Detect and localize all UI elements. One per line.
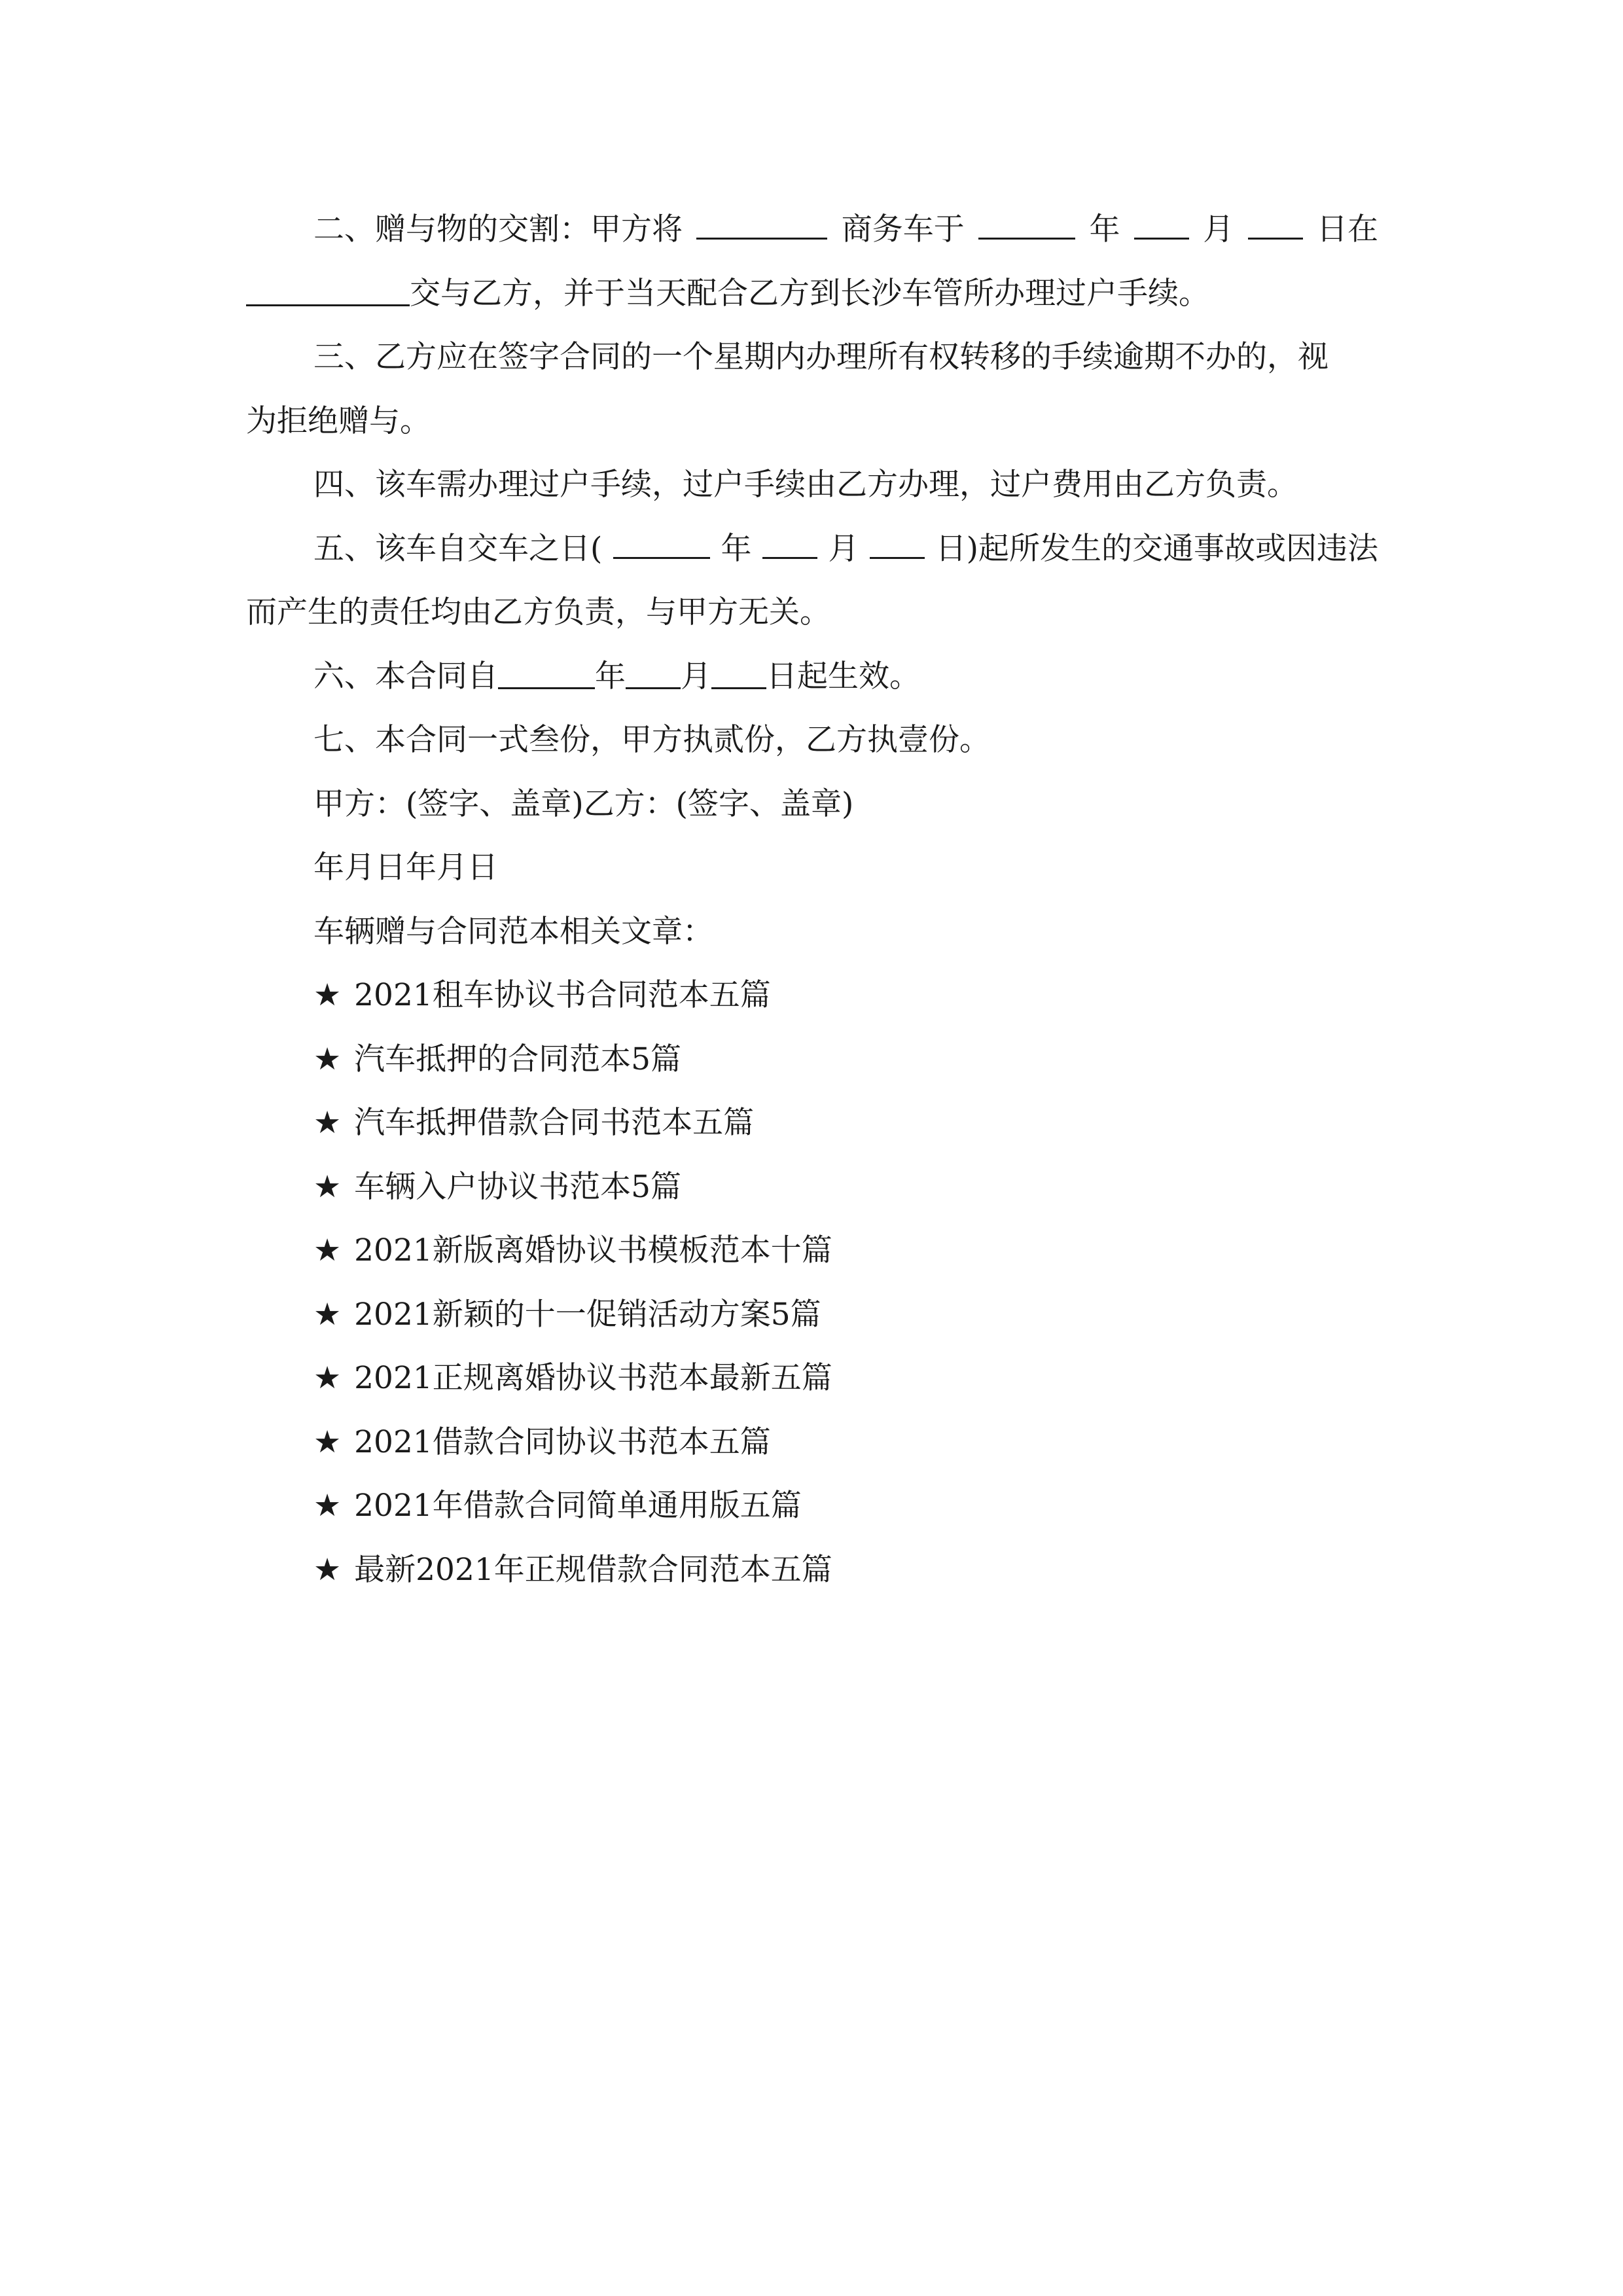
blank-handover-day	[870, 531, 925, 559]
clause-5-text-year: 年	[721, 530, 752, 567]
blank-handover-month	[762, 531, 817, 559]
clause-7: 七、本合同一式叁份，甲方执贰份，乙方执壹份。	[313, 722, 990, 758]
related-link-label[interactable]: 2021新颖的十一促销活动方案5篇	[354, 1296, 821, 1333]
blank-place	[246, 278, 410, 306]
clause-3-text-a: 三、乙方应在签字合同的一个星期内办理所有权转移的手续逾期不办的，视	[313, 339, 1329, 375]
related-link-item[interactable]	[246, 1538, 1378, 1602]
clause-6-text-year: 年	[595, 658, 626, 694]
related-heading: 车辆赠与合同范本相关文章：	[313, 913, 713, 950]
related-link-item[interactable]	[246, 1346, 1378, 1410]
related-link-label[interactable]: 汽车抵押的合同范本5篇	[354, 1041, 682, 1077]
star-icon: ★	[313, 1296, 342, 1333]
signature-line: 甲方：(签字、盖章)乙方：(签字、盖章)	[313, 785, 854, 822]
star-icon: ★	[313, 1232, 342, 1268]
star-icon: ★	[313, 1105, 342, 1141]
blank-year	[978, 211, 1075, 240]
related-link-item[interactable]	[246, 1155, 1378, 1219]
clause-2-text-month: 月	[1203, 211, 1234, 247]
clause-5-line-1	[246, 517, 1378, 581]
clause-3-line-2: 为拒绝赠与。	[246, 403, 431, 439]
blank-effective-month	[626, 661, 681, 689]
document-body	[246, 198, 1378, 1602]
clause-6-text-a: 六、本合同自	[313, 658, 498, 694]
clause-6-text-month: 月	[681, 658, 711, 694]
related-link-item[interactable]	[246, 1091, 1378, 1155]
related-link-label[interactable]: 汽车抵押借款合同书范本五篇	[354, 1105, 755, 1141]
clause-6	[246, 645, 1378, 709]
clause-5-text-a: 五、该车自交车之日(	[313, 530, 603, 567]
signature-date-line: 年月日年月日	[313, 850, 498, 886]
clause-6-text-b: 日起生效。	[766, 658, 920, 694]
related-link-label[interactable]: 2021借款合同协议书范本五篇	[354, 1424, 771, 1460]
clause-2-text-day: 日在	[1317, 211, 1378, 247]
related-link-item[interactable]	[246, 1028, 1378, 1092]
blank-handover-year	[613, 531, 710, 559]
related-link-item[interactable]	[246, 1410, 1378, 1475]
related-link-item[interactable]	[246, 963, 1378, 1028]
clause-2-text-c: 交与乙方，并于当天配合乙方到长沙车管所办理过户手续。	[410, 275, 1209, 312]
related-link-label[interactable]: 2021年借款合同简单通用版五篇	[354, 1488, 802, 1524]
blank-month	[1134, 211, 1189, 240]
clause-2-text-year: 年	[1089, 211, 1120, 247]
related-link-label[interactable]: 2021新版离婚协议书模板范本十篇	[354, 1232, 832, 1268]
related-link-label[interactable]: 2021租车协议书合同范本五篇	[354, 977, 771, 1013]
star-icon: ★	[313, 1424, 342, 1460]
clause-5-text-month: 月	[828, 530, 859, 567]
star-icon: ★	[313, 1551, 342, 1588]
star-icon: ★	[313, 1360, 342, 1396]
star-icon: ★	[313, 1041, 342, 1077]
related-link-label[interactable]: 车辆入户协议书范本5篇	[354, 1168, 682, 1205]
related-link-label[interactable]: 2021正规离婚协议书范本最新五篇	[354, 1360, 832, 1396]
blank-car-model	[696, 211, 827, 240]
related-link-item[interactable]	[246, 1474, 1378, 1538]
blank-effective-year	[498, 661, 595, 689]
blank-day	[1248, 211, 1303, 240]
clause-2-line-2	[246, 262, 1378, 326]
related-link-item[interactable]	[246, 1283, 1378, 1347]
star-icon: ★	[313, 977, 342, 1013]
star-icon: ★	[313, 1168, 342, 1205]
clause-2-text-a: 二、赠与物的交割：甲方将	[313, 211, 683, 247]
clause-5-line-2: 而产生的责任均由乙方负责，与甲方无关。	[246, 594, 830, 630]
clause-2-text-b: 商务车于	[841, 211, 965, 247]
star-icon: ★	[313, 1488, 342, 1524]
related-link-item[interactable]	[246, 1219, 1378, 1283]
blank-effective-day	[711, 661, 766, 689]
clause-3-line-1	[246, 325, 1378, 389]
clause-2-line-1	[246, 198, 1378, 262]
clause-4: 四、该车需办理过户手续，过户手续由乙方办理，过户费用由乙方负责。	[313, 467, 1298, 503]
related-link-label[interactable]: 最新2021年正规借款合同范本五篇	[354, 1551, 832, 1588]
clause-5-text-b: 日)起所发生的交通事故或因违法	[935, 530, 1378, 567]
